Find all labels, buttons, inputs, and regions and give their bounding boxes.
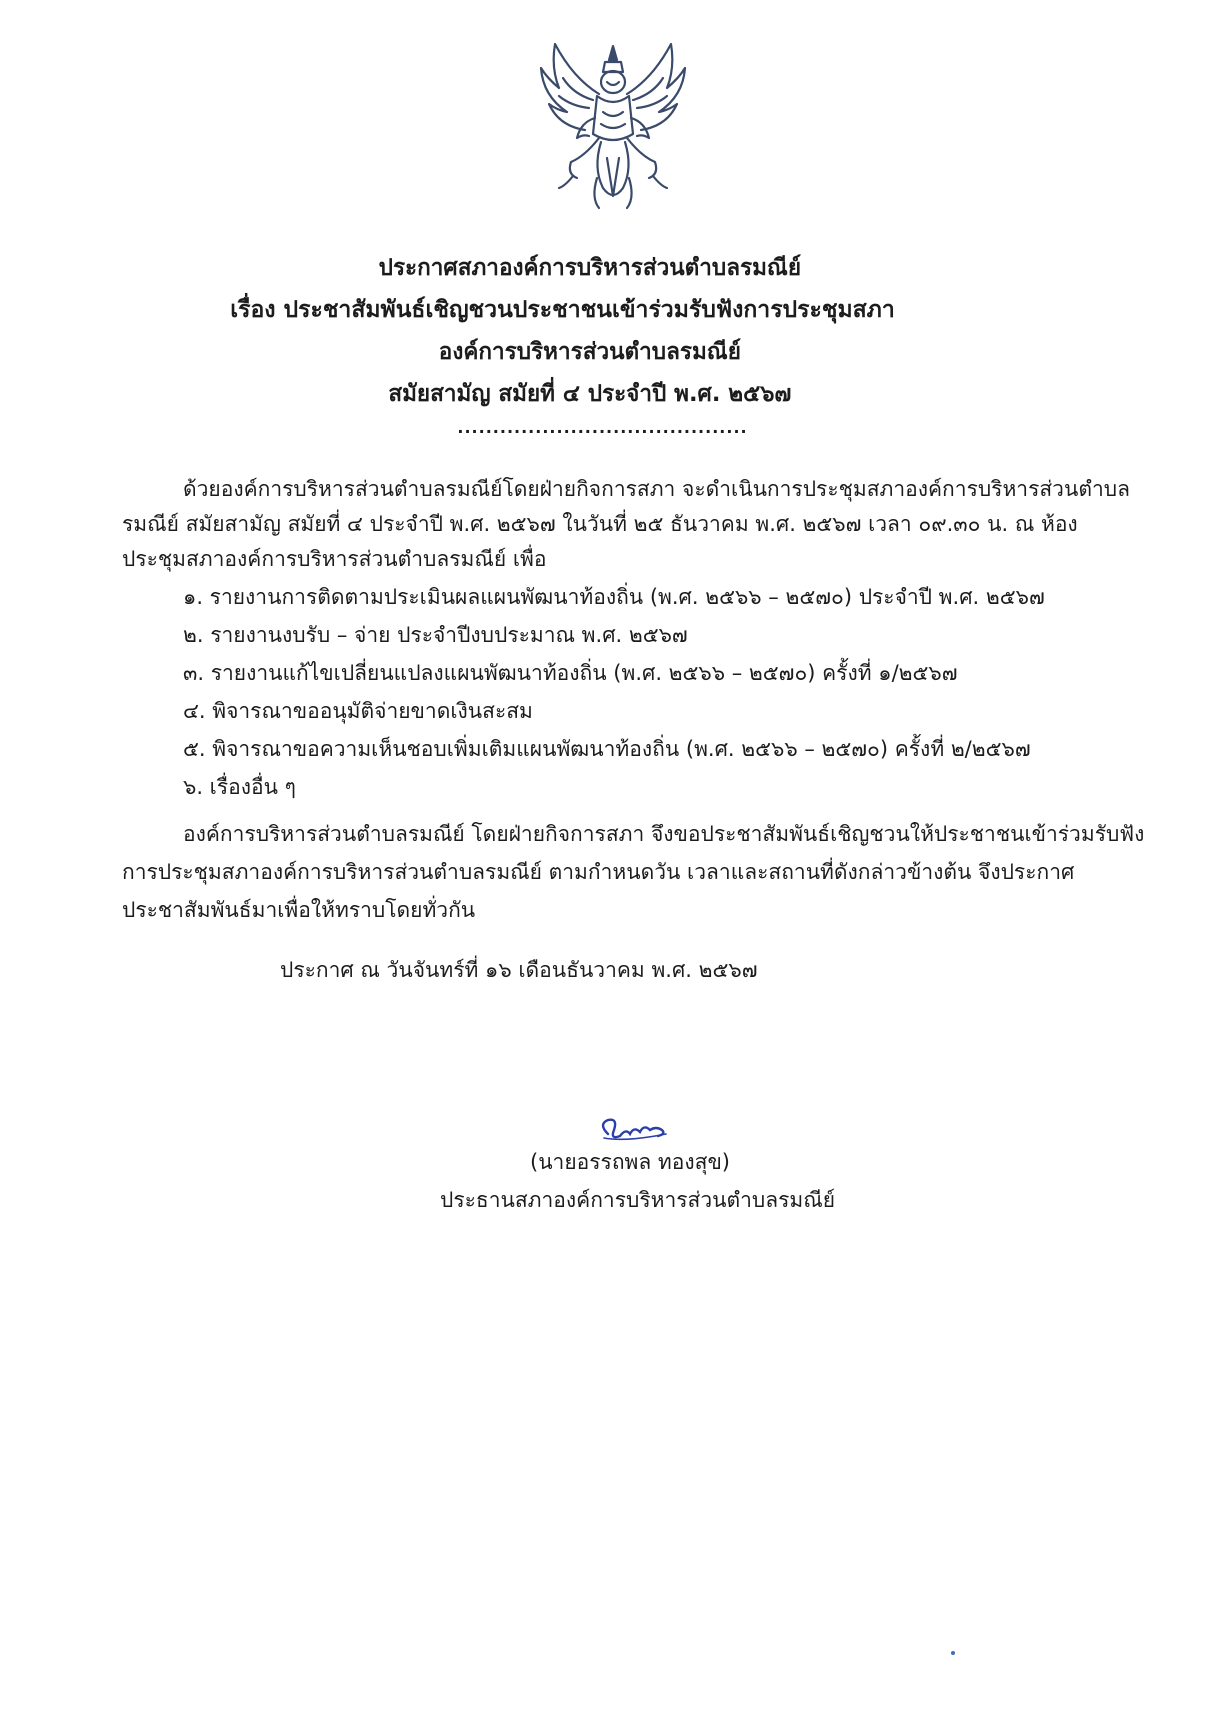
session-info: สมัยสามัญ สมัยที่ ๔ ประจำปี พ.ศ. ๒๕๖๗ bbox=[388, 381, 792, 407]
closing-line-3: ประชาสัมพันธ์มาเพื่อให้ทราบโดยทั่วกัน bbox=[122, 898, 476, 922]
agenda-item-6: ๖. เรื่องอื่น ๆ bbox=[183, 775, 296, 799]
intro-line-1: ด้วยองค์การบริหารส่วนตำบลรมณีย์โดยฝ่ายกิจการสภา จะดำเนินการประชุมสภาองค์การบริหารส่วนตำบล bbox=[183, 477, 1130, 501]
agenda-item-5: ๕. พิจารณาขอความเห็นชอบเพิ่มเติมแผนพัฒนาท้องถิ่น (พ.ศ. ๒๕๖๖ – ๒๕๗๐) ครั้งที่ ๒/๒๕๖๗ bbox=[183, 737, 1031, 761]
garuda-emblem-icon bbox=[533, 38, 693, 213]
announcement-date: ประกาศ ณ วันจันทร์ที่ ๑๖ เดือนธันวาคม พ.ศ. ๒๕๖๗ bbox=[280, 958, 758, 982]
header-separator: ......................................... bbox=[457, 418, 748, 437]
agenda-item-4: ๔. พิจารณาขออนุมัติจ่ายขาดเงินสะสม bbox=[183, 699, 533, 723]
announcement-title: ประกาศสภาองค์การบริหารส่วนตำบลรมณีย์ bbox=[378, 255, 802, 281]
closing-line-1: องค์การบริหารส่วนตำบลรมณีย์ โดยฝ่ายกิจการสภา จึงขอประชาสัมพันธ์เชิญชวนให้ประชาชนเข้าร่วมรับฟัง bbox=[183, 822, 1145, 846]
agenda-item-1: ๑. รายงานการติดตามประเมินผลแผนพัฒนาท้องถิ่น (พ.ศ. ๒๕๖๖ – ๒๕๗๐) ประจำปี พ.ศ. ๒๕๖๗ bbox=[183, 585, 1045, 609]
announcement-subject: เรื่อง ประชาสัมพันธ์เชิญชวนประชาชนเข้าร่วมรับฟังการประชุมสภา bbox=[230, 297, 895, 323]
organization-name: องค์การบริหารส่วนตำบลรมณีย์ bbox=[438, 339, 741, 365]
intro-line-3: ประชุมสภาองค์การบริหารส่วนตำบลรมณีย์ เพื่อ bbox=[122, 547, 547, 571]
intro-line-2: รมณีย์ สมัยสามัญ สมัยที่ ๔ ประจำปี พ.ศ. ๒๕๖๗ ในวันที่ ๒๕ ธันวาคม พ.ศ. ๒๕๖๗ เวลา ๐๙.๓๐ น. ณ ห้อง bbox=[122, 512, 1078, 536]
agenda-item-3: ๓. รายงานแก้ไขเปลี่ยนแปลงแผนพัฒนาท้องถิ่น (พ.ศ. ๒๕๖๖ – ๒๕๗๐) ครั้งที่ ๑/๒๕๖๗ bbox=[183, 661, 958, 685]
signature-icon bbox=[596, 1116, 672, 1146]
signer-name: (นายอรรถพล ทองสุข) bbox=[530, 1150, 730, 1174]
closing-line-2: การประชุมสภาองค์การบริหารส่วนตำบลรมณีย์ ตามกำหนดวัน เวลาและสถานที่ดังกล่าวข้างต้น จึงประกาศ bbox=[122, 860, 1075, 884]
ink-speck bbox=[951, 1651, 955, 1655]
signer-position: ประธานสภาองค์การบริหารส่วนตำบลรมณีย์ bbox=[440, 1188, 836, 1212]
agenda-item-2: ๒. รายงานงบรับ – จ่าย ประจำปีงบประมาณ พ.ศ. ๒๕๖๗ bbox=[183, 623, 688, 647]
